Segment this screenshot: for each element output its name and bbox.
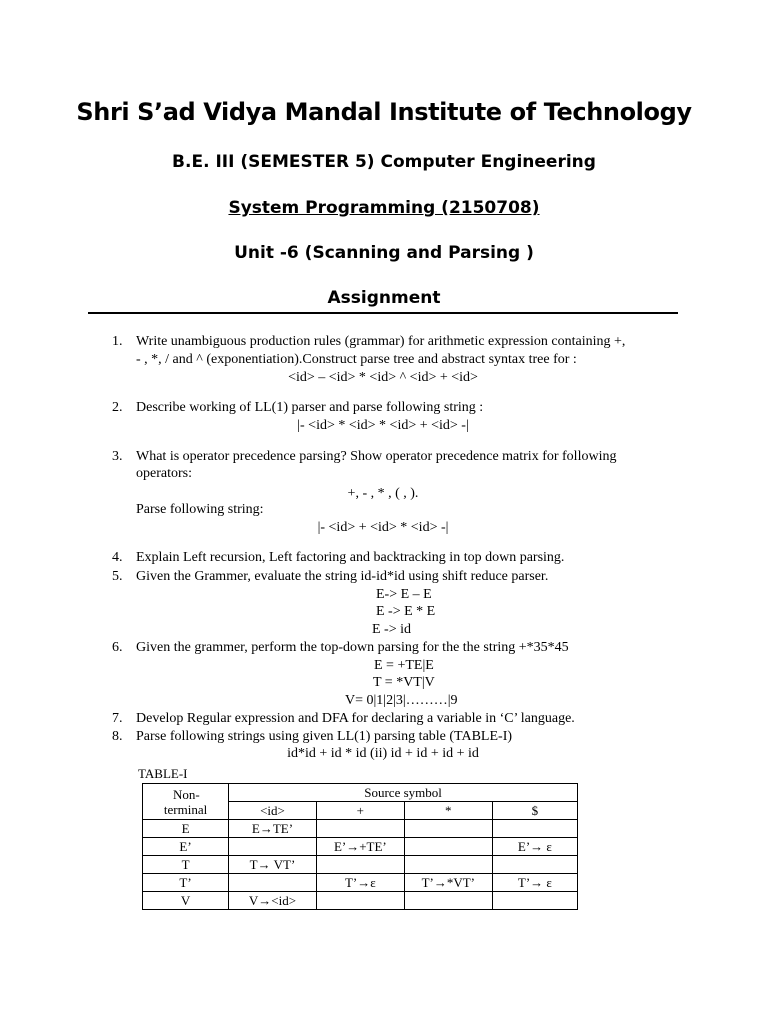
- column-header: <id>: [229, 802, 317, 820]
- question-number: 5.: [112, 569, 123, 584]
- question-5-rule-1: E-> E – E: [376, 587, 432, 602]
- nonterminal-header-top: Non-: [173, 786, 200, 802]
- table-cell: T’→ε: [316, 874, 404, 892]
- parsing-table: [142, 783, 578, 910]
- table-cell: T→ VT’: [229, 856, 317, 874]
- nonterminal-header-bottom: terminal: [163, 801, 208, 817]
- table-cell: [404, 856, 492, 874]
- table-cell: [492, 820, 577, 838]
- table-cell: T: [143, 856, 229, 874]
- question-text: Explain Left recursion, Left factoring and backtracking in top down parsing.: [136, 550, 565, 565]
- question-text: What is operator precedence parsing? Show operator precedence matrix for following: [136, 449, 617, 464]
- table-header-row: [143, 784, 578, 802]
- question-text: Given the Grammer, evaluate the string id-id*id using shift reduce parser.: [136, 569, 549, 584]
- table-cell: E’: [143, 838, 229, 856]
- question-number: 7.: [112, 711, 123, 726]
- table-cell: [492, 856, 577, 874]
- question-text: - , *, / and ^ (exponentiation).Construct parse tree and abstract syntax tree for :: [136, 352, 577, 367]
- question-8-strings: id*id + id * id (ii) id + id + id + id: [287, 746, 479, 761]
- question-text: Describe working of LL(1) parser and parse following string :: [136, 400, 484, 415]
- column-header: *: [404, 802, 492, 820]
- table-cell: E: [143, 820, 229, 838]
- question-6-rule-2: T = *VT|V: [373, 675, 435, 690]
- unit-title: Unit -6 (Scanning and Parsing ): [234, 243, 534, 263]
- assignment-heading: Assignment: [327, 288, 441, 308]
- question-number: 3.: [112, 449, 123, 464]
- table-cell: [404, 820, 492, 838]
- table-cell: T’: [143, 874, 229, 892]
- question-number: 4.: [112, 550, 123, 565]
- table-cell: V: [143, 892, 229, 910]
- question-5-rule-2: E -> E * E: [376, 604, 436, 619]
- question-text: Parse following string:: [136, 502, 264, 517]
- table-cell: T’→ ε: [492, 874, 577, 892]
- question-number: 1.: [112, 334, 123, 349]
- table-caption: TABLE-I: [138, 766, 188, 781]
- table-cell: T’→*VT’: [404, 874, 492, 892]
- table-cell: [229, 838, 317, 856]
- table-cell: [316, 820, 404, 838]
- question-number: 6.: [112, 640, 123, 655]
- table-row: [143, 856, 578, 874]
- question-text: operators:: [136, 466, 192, 481]
- table-row: [143, 874, 578, 892]
- table-cell: [404, 892, 492, 910]
- question-3-expression: |- <id> + <id> * <id> -|: [317, 520, 449, 535]
- table-cell: [404, 838, 492, 856]
- question-6-rule-3: V= 0|1|2|3|………|9: [345, 693, 458, 708]
- subject-title: System Programming (2150708): [228, 198, 540, 218]
- course-title: B.E. III (SEMESTER 5) Computer Engineering: [172, 152, 596, 172]
- table-row: [143, 820, 578, 838]
- institute-title: Shri S’ad Vidya Mandal Institute of Technology: [76, 98, 692, 126]
- column-header: $: [492, 802, 577, 820]
- question-text: Parse following strings using given LL(1) parsing table (TABLE-I): [136, 729, 513, 744]
- table-cell: E’→ ε: [492, 838, 577, 856]
- question-3-operators: +, - , * , ( , ).: [347, 486, 419, 501]
- table-cell: V→<id>: [229, 892, 317, 910]
- table-cell: [492, 892, 577, 910]
- question-text: Write unambiguous production rules (grammar) for arithmetic expression containing +,: [136, 334, 626, 349]
- table-cell: [229, 874, 317, 892]
- table-row: [143, 892, 578, 910]
- source-symbol-header: Source symbol: [229, 784, 578, 802]
- heading-divider: [88, 312, 678, 314]
- table-cell: E’→+TE’: [316, 838, 404, 856]
- question-2-expression: |- <id> * <id> * <id> + <id> -|: [297, 418, 469, 433]
- question-5-rule-3: E -> id: [372, 622, 411, 637]
- question-6-rule-1: E = +TE|E: [374, 658, 434, 673]
- question-text: Given the grammer, perform the top-down parsing for the the string +*35*45: [136, 640, 569, 655]
- question-1-expression: <id> – <id> * <id> ^ <id> + <id>: [288, 370, 478, 385]
- table-cell: [316, 856, 404, 874]
- table-cell: E→TE’: [229, 820, 317, 838]
- question-text: Develop Regular expression and DFA for declaring a variable in ‘C’ language.: [136, 711, 575, 726]
- nonterminal-header: [143, 784, 229, 820]
- question-number: 8.: [112, 729, 123, 744]
- table-cell: [316, 892, 404, 910]
- column-header: +: [316, 802, 404, 820]
- question-number: 2.: [112, 400, 123, 415]
- table-row: [143, 838, 578, 856]
